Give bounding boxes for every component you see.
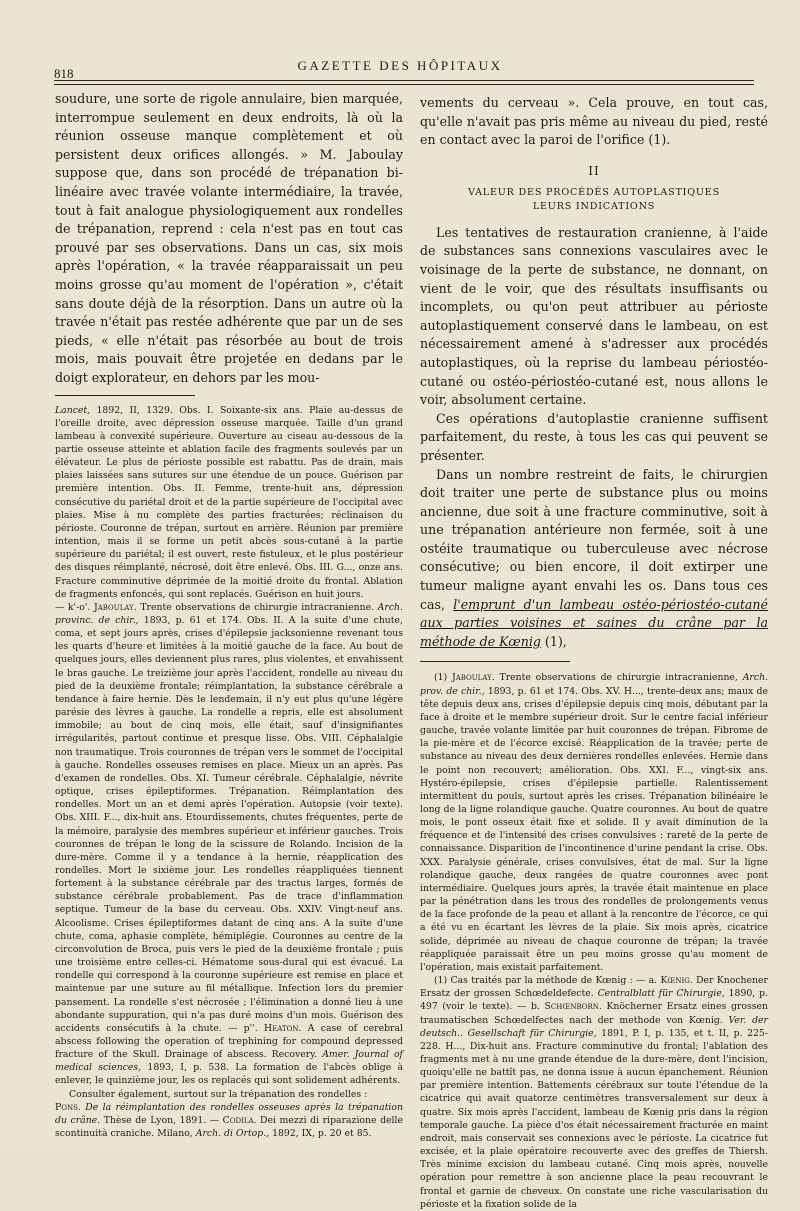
left-column	[55, 90, 403, 1140]
body-paragraph: vements du cerveau ». Cela prouve, en tout cas, qu'elle n'avait pas pris même au niveau du pied, resté en contact avec la paroi de l'orifice (1).	[420, 95, 768, 148]
footnote-paragraph	[55, 404, 403, 601]
footnote-text: (1)	[434, 672, 452, 684]
journal-title: Arch. prov. de chir.,	[420, 672, 769, 697]
journal-title: Centralblatt für Chirurgie,	[597, 988, 725, 1000]
section-heading	[420, 186, 768, 214]
author-name: Codila.	[222, 1114, 257, 1126]
body-text: Dans un nombre restreint de faits, le chirurgien doit traiter une perte de substance plus ou moins ancienne, due soit à une fracture comminutive, soit à une trépanation antérieure non fermée, soit à une ostéite traumatique ou tuberculeuse avec nécrose consécutive; ou bien encore, il doit extirper une tumeur maligne ayant envahi les os. Dans tous ces cas,	[420, 466, 768, 612]
footnote-paragraph	[420, 974, 768, 1211]
footnote-text: 1893, I, p. 538. La formation de l'abcès oblige à enlever, le quinzième jour, les os replacés qui sont solidement adhérents.	[55, 1062, 404, 1087]
footnote-text: (1) Cas traités par la méthode de Kœnig : — a.	[434, 975, 661, 987]
section-number: II	[588, 163, 600, 178]
footnote-paragraph	[420, 671, 768, 974]
footnote-text: Trente observations de chirurgie intracranienne,	[494, 672, 743, 684]
footnote-paragraph	[55, 601, 403, 1088]
footnote-text: 1893, p. 61 et 174. Obs. XV. H..., trente-deux ans; maux de tête depuis deux ans, crises d'épilepsie depuis cinq mois, débutant par la face à droite et le membre supérieur droit. Sur le centre facial inférieur gauche, travée volante limitée par huit couronnes de trépan. Fibrome de la pie-mère et de l'écorce excisé. Réapplication de la travée; perte de substance au niveau des deux dernières rondelles enlevées. Hernie dans le point non recouvert; amélioration. Obs. XXI. F..., vingt-six ans. Hystéro-épilepsie, crises d'épilepsie partielle. Ralentissement intermittent du pouls, surtout après les crises. Trépanation bilinéaire le long de la ligne rolandique gauche. Quatre couronnes. Au bout de quatre mois, le pont osseux était fixe et solide. Il y avait diminution de la fréquence et de l'intensité des crises convulsives : rareté de la perte de connaissance. Disparition de l'incontinence d'urine pendant la crise. Obs. XXX. Paralysie générale, crises convulsives, état de mal. Sur la ligne rolandique gauche, deux rangées de quatre couronnes avec pont intermédiaire. Quelques jours après, la travée était maintenue en place par la pénétration dans les trous des rondelles de prolongements venus de la face profonde de la peau et allant à la rencontre de l'écorce, ce qui a été vu en écartant les lèvres de la plaie. Six mois après, cicatrice solide, déprimée au niveau de chaque couronne de trépan; la travée réappliquée paraissait être un peu moins grosse qu'au moment de l'opération, mais existait parfaitement.	[420, 685, 768, 973]
footnote-text: A case of cerebral abscess following the operation of trephining for compound depressed fracture of the Skull. Drainage of abscess. Recovery.	[55, 1022, 403, 1061]
footnote-text: Der Knochener Ersatz der grossen Schœdeldefecte.	[420, 975, 768, 1000]
section-heading-line: LEURS INDICATIONS	[532, 200, 656, 212]
author-name: Heaton.	[264, 1022, 302, 1034]
journal-title: Arch. di Ortop.,	[195, 1128, 270, 1140]
footnote-text: Trente observations de chirurgie intracranienne.	[136, 601, 378, 613]
footnote-text: 1892, IX, p. 20 et 85.	[269, 1128, 372, 1140]
emphasized-text: l'emprunt d'un lambeau ostéo-périostéo-cutané aux parties voisines et saines du crâne par la méthode de Kœnig	[420, 596, 768, 649]
journal-title: Arch. provinc. de chir.,	[55, 601, 403, 626]
footnote-text: — p''.	[221, 1022, 265, 1034]
body-text: (1),	[540, 633, 567, 649]
right-column	[420, 94, 768, 1211]
journal-title: Amer. Journal of medical sciences,	[55, 1049, 403, 1074]
author-name: Pons.	[55, 1101, 81, 1113]
author-name: Jaboulay.	[94, 601, 137, 613]
footnote-text: — k'-o'.	[55, 601, 94, 613]
page-number: 818	[54, 66, 74, 81]
body-paragraph: Les tentatives de restauration cranienne, à l'aide de substances sans connexions vasculaires avec le voisinage de la perte de substance, ne donnant, on vient de le voir, que des résultats insuffisants ou incomplets, ou qu'on peut attribuer au périoste autoplastiquement conservé dans le lambeau, on est nécessairement amené à s'adresser aux procédés autoplastiques, où la reprise du lambeau périostéo-cutané ou ostéo-périostéo-cutané est, nous allons le voir, absolument certaine.	[420, 224, 768, 408]
footnote-text: Thèse de Lyon, 1891. —	[100, 1114, 223, 1126]
journal-title: Ver. der deutsch.. Gesellschaft für Chirurgie,	[420, 1014, 768, 1039]
author-name: Schœnborn.	[544, 1001, 602, 1013]
author-name: Jaboulay.	[451, 672, 495, 684]
footnote-text: Dei mezzi di riparazione delle scontinuità craniche. Milano,	[55, 1114, 403, 1140]
footnote-text: 1892, II, 1329. Obs. I. Soixante-six ans. Plaie au-dessus de l'oreille droite, avec dépression osseuse marquée. Taille d'un grand lambeau à convexité supérieure. Ouverture au ciseau au-dessous de la partie osseuse atteinte et ablation facile des fragments soulevés par un élévateur. Le plus de périoste possible est rabattu. Pas de drain, mais plaies laissées sans sutures sur une étendue de un pouce. Guérison par première intention. Obs. II. Femme, trente-huit ans, dépression consécutive du pariétal droit et de la partie supérieure de l'occipital avec plaies. Mise à nu complète des parties fracturées; réclinaison du périoste. Couronne de trépan, surtout en arrière. Réunion par première intention, mais il se forme un petit abcès sous-cutané à la partie supérieure du pariétal; il est ouvert, reste fistuleux, et le plus postérieur des disques réimplanté, nécrosé, doit être enlevé. Obs. III. G..., onze ans. Fracture comminutive déprimée de la moitié droite du frontal. Ablation de fragments enfoncés, qui sont replacés. Guérison en huit jours.	[55, 404, 403, 600]
running-title: GAZETTE DES HÔPITAUX	[297, 58, 503, 73]
footnote-text: 1891, P. I, p. 135, et t. II, p. 225-228. H..., Dix-huit ans. Fracture comminutive du frontal; l'ablation des fragments met à nu une grande étendue de la dure-mère, dont l'incision, quoiqu'elle ne battît pas, ne donna issue à aucun épanchement. Réunion par première intention. Battements cérébraux sur toute l'étendue de la cicatrice qui avait quatorze centimètres transversalement sur deux à quatre. Six mois après l'accident, lambeau de Kœnig pris dans la région temporale gauche. La pièce d'os était nécessairement fracturée en maint endroit, mais conservait ses connexions avec le périoste. La cicatrice fut excisée, et la plaie opératoire recouverte avec des greffes de Thiersh. Très minime excision du lambeau cutané. Cinq mois après, nouvelle opération pour remettre à son ancienne place la peau recouvrant le frontal et garnie de cheveux. On constate une riche vascularisation du périoste et la fixation solide de la	[420, 1027, 768, 1210]
footnote-text: 1893, p. 61 et 174. Obs. II. A la suite d'une chute, coma, et sept jours après, crises d'épilepsie jacksonienne revenant tous les quarts d'heure et limitées à la moitié gauche de la face. Au bout de quelques jours, elles deviennent plus rares, plus violentes, et envahissent le bras gauche. Le treizième jour après l'accident, rondelle au niveau du pied de la deuxième frontale; réimplantation, la substance cérébrale a tendance à faire hernie. Dès le lendemain, il n'y eut plus qu'une légère parésie des lèvres à gauche. La rondelle a repris, elle est absolument immobile; au bout de cinq mois, elle était, sauf d'insignifiantes irrégularités, partout continue et presque lisse. Obs. VIII. Céphalalgie non traumatique. Trois couronnes de trépan vers le sommet de l'occipital à gauche. Rondelles osseuses remises en place. Mieux un an après. Pas d'examen de rondelles. Obs. XI. Tumeur cérébrale. Céphalalgie, névrite optique, crises épileptiformes. Trépanation. Réimplantation des rondelles. Mort un an et demi après l'opération. Autopsie (voir texte). Obs. XIII. F..., dix-huit ans. Etourdissements, chutes fréquentes, perte de la mémoire, paralysie des membres supérieur et inférieur gauches. Trois couronnes de trépan le long de la scissure de Rolando. Incision de la dure-mère. Comme il y a tendance à la hernie, réapplication des rondelles. Mort le sixième jour. Les rondelles réappliquées tiennent fortement à la substance cérébrale par des tractus larges, formés de substance cérébrale probablement. Pas de trace d'inflammation septique. Tumeur de la base du cerveau. Obs. XXIV. Vingt-neuf ans. Alcoolisme. Crises épileptiformes datant de cinq ans. A la suite d'une chute, coma, aphasie complète, hémiplégie. Couronnes au centre de la circonvolution de Broca, puis vers le pied de la deuxième frontale ; puis une troisième entre celles-ci. Hématome sous-dural qui est évacué. La rondelle qui correspond à la couronne supérieure est remise en place et maintenue par une suture au fil métallique. Infection lors du premier pansement. La rondelle s'est nécrosée ; l'élimination a donné lieu à une abondante suppuration, qui n'a pas duré moins d'un mois. Guérison des accidents consécutifs à la chute.	[55, 615, 403, 1034]
body-paragraph	[420, 466, 768, 652]
thesis-title: De la réimplantation des rondelles osseuses après la trépanation du crâne.	[55, 1101, 403, 1126]
footnote-text: Knöcherner Ersatz eines grossen traumatischen Schœdelfectes nach der methode von Kœnig.	[420, 1001, 768, 1026]
section-heading-line: VALEUR DES PROCÉDÉS AUTOPLASTIQUES	[468, 186, 720, 198]
footnote-separator	[55, 395, 195, 396]
body-paragraph: soudure, une sorte de rigole annulaire, bien marquée, interrompue seulement en deux endroits, là où la réunion osseuse manque complètement et où persistent deux orifices allongés. » M. Jaboulay suppose que, dans son procédé de trépanation bi-linéaire avec travée volante intermédiaire, la travée, tout à fait analogue physiologiquement aux rondelles de trépanation, reprend : cela n'est pas en tout cas prouvé par ses observations. Dans un cas, six mois après l'opération, « la travée réapparaissait un peu moins grosse qu'au moment de l'opération », c'était sans doute déjà de la résorption. Dans un autre où la travée n'était pas restée adhérente que par un de ses pieds, « elle n'était pas résorbée au bout de trois mois, mais pouvait être projetée en dedans par le doigt explorateur, en dehors par les mou-	[55, 91, 403, 385]
journal-title: Lancet,	[55, 404, 91, 416]
footnote-separator	[420, 661, 570, 662]
footnote-paragraph	[55, 1101, 403, 1140]
author-name: Kœnig.	[660, 975, 693, 987]
footnote-paragraph: Consulter également, surtout sur la trépanation des rondelles :	[69, 1088, 368, 1100]
header-rule-secondary	[54, 84, 754, 85]
body-paragraph: Ces opérations d'autoplastie cranienne suffisent parfaitement, du reste, à tous les cas qui peuvent se présenter.	[420, 410, 768, 463]
footnote-text: 1890, p. 497 (voir le texte). — b.	[420, 988, 769, 1013]
header-rule	[54, 80, 754, 81]
